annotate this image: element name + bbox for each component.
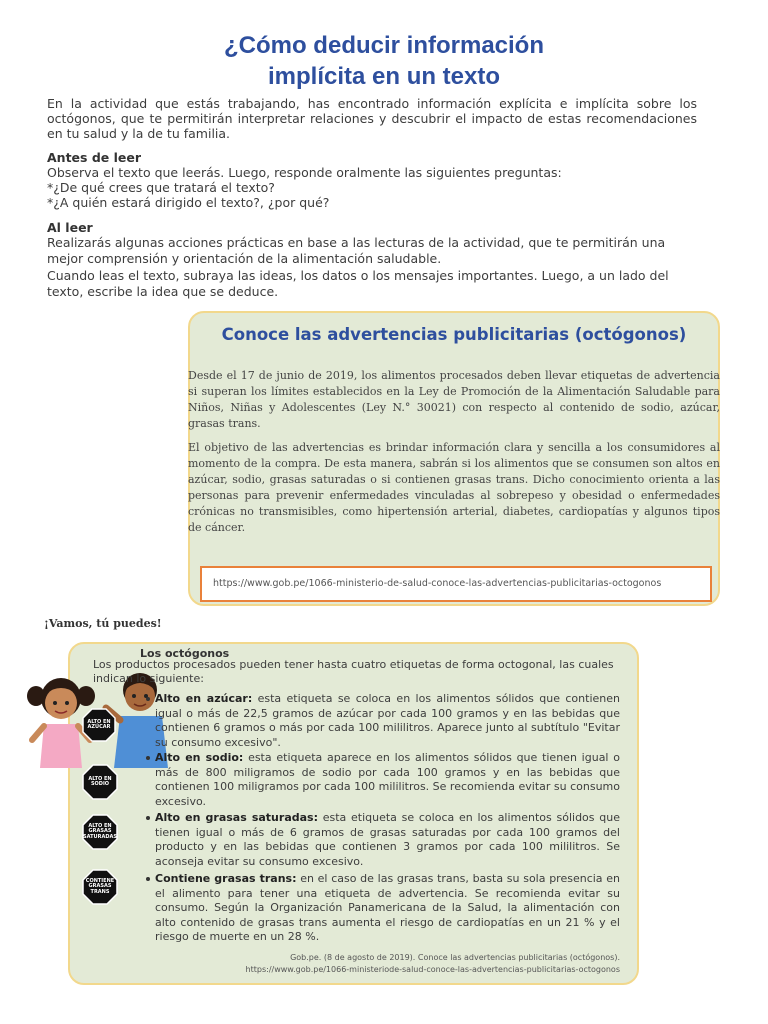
- citation: [150, 952, 620, 976]
- source-url-link[interactable]: https://www.gob.pe/1066-ministerio-de-salud-conoce-las-advertencias-publicitarias-octogonos: [200, 566, 712, 602]
- citation-line-1: Gob.pe. (8 de agosto de 2019). Conoce las advertencias publicitarias (octógonos).: [290, 953, 620, 962]
- octogono-item-grasas-trans: [155, 872, 620, 945]
- alto-en-sodio-octagon-icon: [82, 764, 118, 800]
- page-title-line2: implícita en un texto: [267, 63, 501, 90]
- item-text: esta etiqueta se coloca en los alimentos sólidos que tienen igual o más de 6 gramos de grasas saturadas por cada 100 gramos del producto y en las bebidas que contienen 3 gramos por cada 100 mililitros. Se aconseja evitar su consumo excesivo.: [155, 811, 620, 868]
- octogono-item-sodio: [155, 751, 620, 809]
- bullet-icon: [146, 877, 150, 881]
- contiene-grasas-trans-octagon-icon: [82, 869, 118, 905]
- octogono-item-grasas-saturadas: [155, 811, 620, 869]
- item-text: esta etiqueta se coloca en los alimentos sólidos que contienen igual o más de 22,5 gramos de azúcar por cada 100 gramos y en las bebidas que contienen 6 gramos o más por cada 100 mililitros. Aparece junto al subtítulo "Evitar su consumo excesivo".: [155, 692, 620, 749]
- octagon-label: ALTO EN GRASAS SATURADAS: [83, 822, 117, 840]
- alto-en-azucar-octagon-icon: [82, 708, 116, 742]
- antes-line: Observa el texto que leerás. Luego, responde oralmente las siguientes preguntas:: [47, 165, 562, 180]
- octagon-label: ALTO EN AZÚCAR: [87, 718, 111, 730]
- item-heading: Alto en azúcar:: [155, 692, 253, 705]
- alto-en-grasas-saturadas-octagon-icon: [82, 814, 118, 850]
- advertencias-paragraph-2: El objetivo de las advertencias es brindar información clara y sencilla a los consumidores al momento de la compra. De esta manera, sabrán si los alimentos que se consumen son altos en azúcar, sodio, grasas saturadas o si contienen grasas trans. Dicho conocimiento orienta a las personas para prevenir enfermedades vinculadas al sobrepeso y obesidad o enfermedades crónicas no transmisibles, como hipertensión arterial, diabetes, cardiopatías y algunos tipos de cáncer.: [188, 441, 720, 534]
- antes-question-1: *¿De qué crees que tratará el texto?: [47, 180, 275, 195]
- page-title: [0, 30, 768, 92]
- octogonos-intro: Los productos procesados pueden tener hasta cuatro etiquetas de forma octogonal, las cuales indican lo siguiente:: [93, 658, 614, 685]
- octogonos-title: Los octógonos: [140, 647, 230, 660]
- al-leer-heading: Al leer: [47, 220, 93, 235]
- octagon-label: CONTIENE GRASAS TRANS: [85, 877, 115, 895]
- antes-heading: Antes de leer: [47, 150, 142, 165]
- item-text: esta etiqueta aparece en los alimentos sólidos que tienen igual o más de 800 miligramos de sodio por cada 100 gramos y en las bebidas que contienen 100 miligramos por cada 100 mililitros. Se recomienda evitar su consumo excesivo.: [155, 751, 620, 808]
- item-heading: Alto en grasas saturadas:: [155, 811, 318, 824]
- item-heading: Alto en sodio:: [155, 751, 244, 764]
- antes-question-2: *¿A quién estará dirigido el texto?, ¿por qué?: [47, 195, 330, 210]
- bullet-icon: [146, 697, 150, 701]
- citation-link[interactable]: https://www.gob.pe/1066-ministeriode-salud-conoce-las-advertencias-publicitarias-octogonos: [245, 965, 620, 974]
- advertencias-title: Conoce las advertencias publicitarias (octógonos): [221, 325, 687, 344]
- intro-paragraph: En la actividad que estás trabajando, has encontrado información explícita e implícita sobre los octógonos, que te permitirán interpretar relaciones y descubrir el impacto de estas recomendaciones en tu salud y la de tu familia.: [47, 96, 697, 141]
- octogono-item-azucar: [155, 692, 620, 750]
- page-title-line1: ¿Cómo deducir información: [223, 32, 544, 59]
- item-text: en el caso de las grasas trans, basta su sola presencia en el alimento para tener una etiqueta de advertencia. Se recomienda evitar su consumo. Según la Organización Panamericana de la Salud, la alimentación con alto contenido de grasas trans aumenta el riesgo de cardiopatías en un 21 % y el riesgo de muerte en un 28 %.: [155, 872, 621, 943]
- bullet-icon: [146, 816, 150, 820]
- octagon-label: ALTO EN SODIO: [88, 775, 112, 787]
- vamos-heading: ¡Vamos, tú puedes!: [44, 617, 162, 630]
- al-leer-paragraph-1: Realizarás algunas acciones prácticas en base a las lecturas de la actividad, que te permitirán una mejor comprensión y orientación de la alimentación saludable.: [47, 235, 666, 266]
- bullet-icon: [146, 756, 150, 760]
- al-leer-paragraph-2: Cuando leas el texto, subraya las ideas, los datos o los mensajes importantes. Luego, a un lado del texto, escribe la idea que se deduce.: [47, 268, 669, 299]
- item-heading: Contiene grasas trans:: [155, 872, 297, 885]
- advertencias-paragraph-1: Desde el 17 de junio de 2019, los alimentos procesados deben llevar etiquetas de advertencia si superan los límites establecidos en la Ley de Promoción de la Alimentación Saludable para Niños, Niñas y Adolescentes (Ley N.° 30021) con respecto al contenido de sodio, azúcar, grasas trans.: [188, 369, 720, 430]
